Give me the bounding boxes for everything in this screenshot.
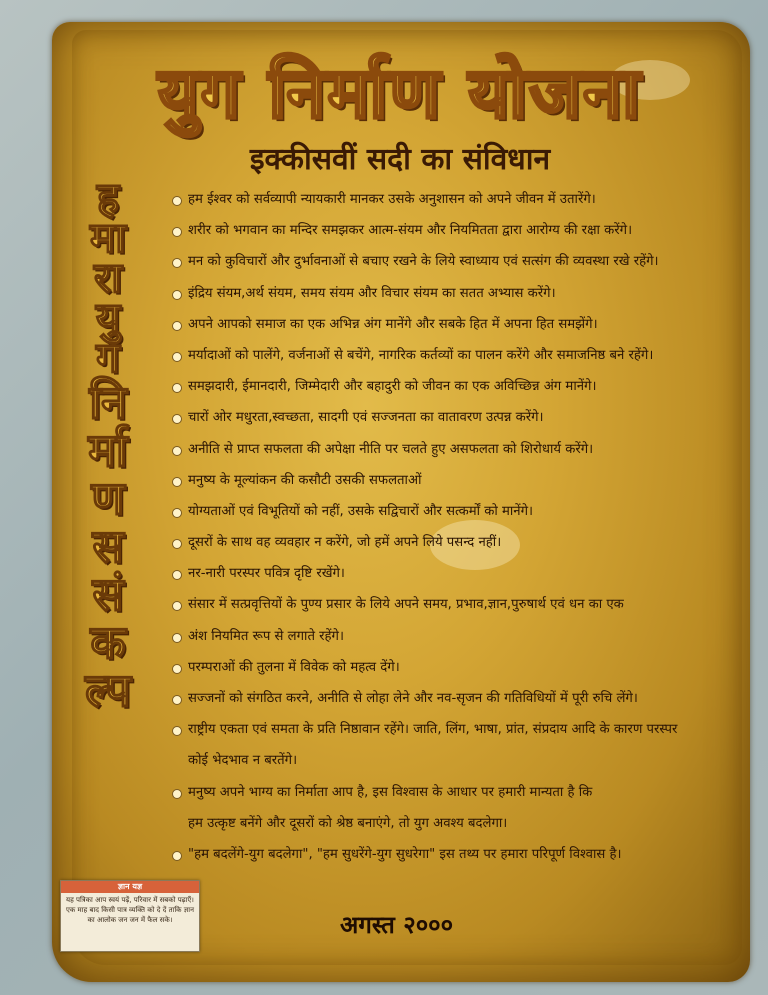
resolution-text: दूसरों के साथ वह व्यवहार न करेंगे, जो हमें अपने लिये पसन्द नहीं।: [188, 535, 502, 551]
resolution-item: [172, 714, 732, 745]
resolution-item: [172, 589, 732, 620]
bullet-icon: [172, 851, 182, 861]
resolution-text: हम ईश्वर को सर्वव्यापी न्यायकारी मानकर उसके अनुशासन को अपने जीवन में उतारेंगे।: [188, 192, 596, 207]
resolution-item: [172, 434, 732, 465]
resolution-item: [172, 683, 732, 714]
bullet-icon: [172, 601, 182, 611]
resolution-text: नर-नारी परस्पर पवित्र दृष्टि रखेंगे।: [188, 566, 345, 582]
side-char: ह: [96, 173, 120, 222]
bullet-icon: [172, 695, 182, 705]
side-char: ग: [96, 333, 120, 382]
resolution-item: [172, 246, 732, 277]
resolution-item: [172, 371, 732, 402]
resolution-text: "हम बदलेंगे-युग बदलेगा", "हम सुधरेंगे-युग सुधरेगा" इस तथ्य पर हमारा परिपूर्ण विश्वास है।: [188, 846, 622, 862]
side-vertical-text: [58, 173, 158, 818]
resolution-item: [172, 777, 732, 808]
bullet-icon: [172, 789, 182, 799]
side-char: रा: [93, 253, 123, 302]
resolution-item: [172, 652, 732, 683]
notice-sticker: [60, 880, 200, 952]
bullet-icon: [172, 321, 182, 331]
resolution-text: मनुष्य के मूल्यांकन की कसौटी उसकी सफलताओं: [188, 472, 422, 488]
side-char: क: [90, 615, 126, 669]
resolution-text: शरीर को भगवान का मन्दिर समझकर आत्म-संयम और नियमितता द्वारा आरोग्य की रक्षा करेंगे।: [188, 223, 633, 239]
resolution-item: [172, 340, 732, 371]
resolution-text: संसार में सत्प्रवृत्तियों के पुण्य प्रसार के लिये अपने समय, प्रभाव,ज्ञान,पुरुषार्थ एवं धन का एक: [188, 597, 624, 613]
bullet-icon: [172, 477, 182, 487]
resolution-text: राष्ट्रीय एकता एवं समता के प्रति निष्ठावान रहेंगे। जाति, लिंग, भाषा, प्रांत, संप्रदाय आदि के कारण परस्पर: [188, 722, 678, 738]
page-subtitle: इक्कीसवीं सदी का संविधान: [249, 142, 551, 177]
magazine-title: युग निर्माण योजना: [158, 52, 642, 134]
bullet-icon: [172, 539, 182, 549]
bullet-icon: [172, 352, 182, 362]
side-char: र्मा: [88, 423, 128, 477]
resolution-item: [172, 558, 732, 589]
bullet-icon: [172, 227, 182, 237]
resolution-text: अनीति से प्राप्त सफलता की अपेक्षा नीति पर चलते हुए असफलता को शिरोधार्य करेंगे।: [188, 441, 594, 457]
resolution-item: [172, 839, 732, 870]
side-char: ल्प: [85, 663, 131, 717]
bullet-icon: [172, 633, 182, 643]
resolution-text: अपने आपको समाज का एक अभिन्न अंग मानेंगे और सबके हित में अपना हित समझेंगे।: [188, 316, 598, 332]
resolution-text: इंद्रिय संयम,अर्थ संयम, समय संयम और विचार संयम का सतत अभ्यास करेंगे।: [188, 285, 556, 301]
resolution-item: [172, 496, 732, 527]
resolution-item: [172, 745, 732, 776]
bullet-icon: [172, 383, 182, 393]
resolution-text: परम्पराओं की तुलना में विवेक को महत्व देंगे।: [188, 659, 400, 675]
resolution-text: सज्जनों को संगठित करने, अनीति से लोहा लेने और नव-सृजन की गतिविधियों में पूरी रुचि लेंगे।: [188, 691, 638, 706]
resolution-text: मन को कुविचारों और दुर्भावनाओं से बचाए रखने के लिये स्वाध्याय एवं सत्संग की व्यवस्था रखे रहेंगे।: [188, 254, 659, 270]
bullet-icon: [172, 664, 182, 674]
resolution-item: [172, 215, 732, 246]
bullet-icon: [172, 726, 182, 736]
resolution-item: [172, 621, 732, 652]
side-char: यु: [95, 293, 121, 342]
bullet-icon: [172, 196, 182, 206]
resolution-item: [172, 184, 732, 215]
resolution-item: [172, 309, 732, 340]
bullet-icon: [172, 290, 182, 300]
side-char: सं: [92, 567, 124, 621]
bullet-icon: [172, 570, 182, 580]
notice-body: यह पत्रिका आप स्वयं पढ़ें, परिवार में सबको पढ़ाएँ। एक माह बाद किसी पात्र व्यक्ति को दे दें ताकि ज्ञान का आलोक जन जन में फैल सके।: [66, 896, 194, 924]
resolution-text: योग्यताओं एवं विभूतियों को नहीं, उसके सद्विचारों और सत्कर्मों को मानेंगे।: [188, 503, 534, 519]
resolution-text: समझदारी, ईमानदारी, जिम्मेदारी और बहादुरी को जीवन का एक अविच्छिन्न अंग मानेंगे।: [188, 379, 597, 395]
issue-month: अगस्त २०००: [340, 911, 454, 939]
resolution-text: चारों ओर मधुरता,स्वच्छता, सादगी एवं सज्जनता का वातावरण उत्पन्न करेंगे।: [188, 410, 544, 426]
resolution-text: मनुष्य अपने भाग्य का निर्माता आप है, इस विश्वास के आधार पर हमारी मान्यता है कि: [188, 784, 593, 800]
side-char: नि: [89, 375, 127, 429]
resolution-text: अंश नियमित रूप से लगाते रहेंगे।: [188, 628, 344, 644]
notice-heading: ज्ञान यज्ञ: [61, 881, 199, 893]
bullet-icon: [172, 258, 182, 268]
side-char: स: [92, 519, 124, 573]
resolution-item: [172, 808, 732, 839]
resolution-text: कोई भेदभाव न बरतेंगे।: [188, 753, 298, 769]
resolution-item: [172, 278, 732, 309]
resolutions-list: [172, 184, 732, 870]
bullet-icon: [172, 508, 182, 518]
resolution-text: मर्यादाओं को पालेंगे, वर्जनाओं से बचेंगे, नागरिक कर्तव्यों का पालन करेंगे और समाजनिष्ठ बने रहेंगे।: [188, 347, 654, 363]
resolution-item: [172, 402, 732, 433]
resolution-item: [172, 527, 732, 558]
bullet-icon: [172, 414, 182, 424]
side-char: ण: [91, 471, 125, 525]
resolution-item: [172, 465, 732, 496]
bullet-icon: [172, 446, 182, 456]
resolution-text: हम उत्कृष्ट बनेंगे और दूसरों को श्रेष्ठ बनाएंगे, तो युग अवश्य बदलेगा।: [188, 815, 508, 831]
side-char: मा: [90, 213, 126, 262]
